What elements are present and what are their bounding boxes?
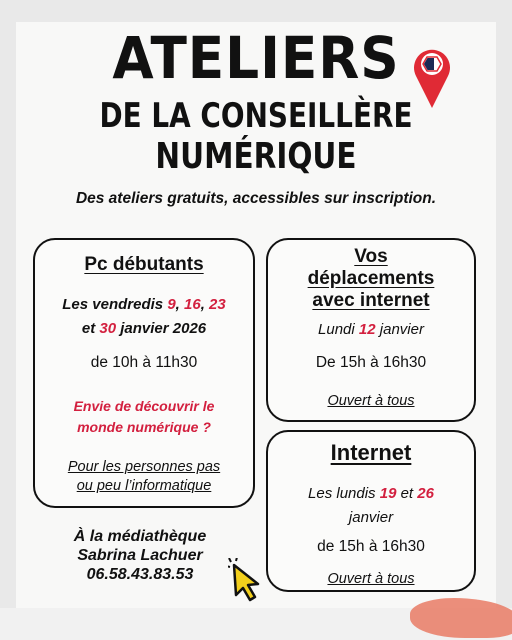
card-pc-prompt: Envie de découvrir le monde numérique ? bbox=[73, 398, 215, 435]
card-trips-heading: Vos déplacements avec internet bbox=[307, 246, 435, 311]
card-pc-time: de 10h à 11h30 bbox=[90, 354, 198, 371]
contact-phone: 06.58.43.83.53 bbox=[86, 566, 194, 583]
card-pc-audience-link[interactable]: Pour les personnes pas ou peu l’informatique bbox=[67, 459, 221, 494]
card-internet bbox=[266, 430, 476, 592]
decorative-smudge bbox=[410, 598, 512, 638]
card-trips-time: De 15h à 16h30 bbox=[315, 354, 427, 371]
card-pc-dates-line2: et 30 janvier 2026 bbox=[81, 320, 207, 337]
card-pc-heading: Pc débutants bbox=[84, 254, 204, 275]
location-pin-icon bbox=[412, 40, 452, 110]
title-line-2: DE LA CONSEILLÈRE bbox=[99, 96, 413, 136]
mouse-cursor-icon bbox=[228, 558, 264, 602]
card-internet-dates: Les lundis 19 et 26 janvier bbox=[308, 485, 434, 526]
card-pc-beginners bbox=[33, 238, 255, 508]
contact-name: Sabrina Lachuer bbox=[77, 547, 203, 564]
card-internet-open-link[interactable]: Ouvert à tous bbox=[327, 571, 415, 587]
subtitle: Des ateliers gratuits, accessibles sur inscription. bbox=[75, 190, 437, 207]
title-line-3: NUMÉRIQUE bbox=[155, 136, 357, 177]
card-internet-time: de 15h à 16h30 bbox=[317, 538, 425, 555]
card-trips bbox=[266, 238, 476, 422]
contact-place: À la médiathèque bbox=[73, 528, 207, 545]
card-trips-open-link[interactable]: Ouvert à tous bbox=[327, 393, 415, 409]
contact-block bbox=[40, 527, 240, 584]
card-trips-date: Lundi 12 janvier bbox=[318, 321, 424, 338]
title-line-1: ATELIERS bbox=[112, 24, 400, 92]
card-pc-dates-line1: Les vendredis 9, 16, 23 bbox=[62, 296, 226, 313]
card-internet-heading: Internet bbox=[330, 440, 412, 465]
